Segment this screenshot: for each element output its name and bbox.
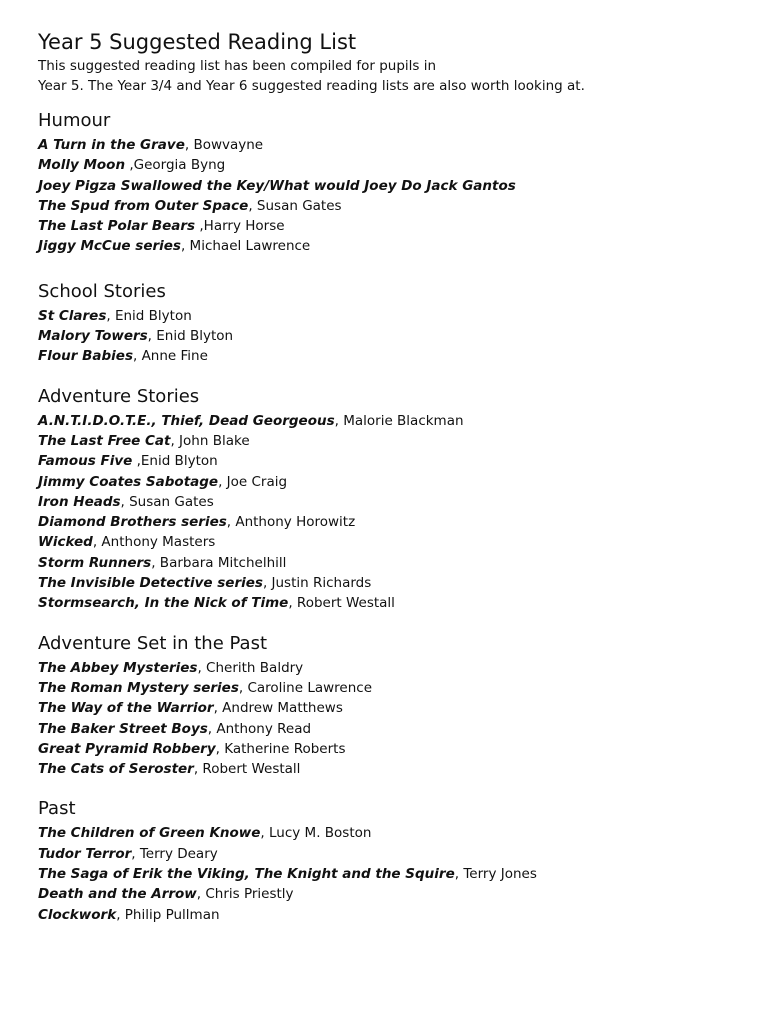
book-author: , Philip Pullman <box>116 906 220 923</box>
section-heading: Humour <box>38 110 111 131</box>
book-list <box>38 135 748 257</box>
book-entry <box>38 884 748 904</box>
book-entry <box>38 451 748 471</box>
book-author: , Caroline Lawrence <box>238 679 373 696</box>
book-title: Famous Five <box>38 453 133 470</box>
book-entry <box>38 306 748 326</box>
book-author: , Anthony Read <box>207 720 312 737</box>
book-author: , Enid Blyton <box>106 307 192 324</box>
book-entry <box>38 864 748 884</box>
book-title: The Spud from Outer Space <box>38 197 249 214</box>
book-title: A.N.T.I.D.O.T.E., Thief, Dead Georgeous <box>38 412 335 429</box>
book-title: Storm Runners <box>38 554 152 571</box>
section-adventure-set-in-the-past <box>38 631 748 780</box>
book-author: , Chris Priestly <box>196 886 294 903</box>
intro-line-1: This suggested reading list has been compiled for pupils in <box>38 58 437 74</box>
book-author: , Malorie Blackman <box>334 412 464 429</box>
book-list <box>38 411 748 614</box>
book-list <box>38 823 748 924</box>
book-title: Iron Heads <box>38 493 121 510</box>
book-title: A Turn in the Grave <box>38 137 185 153</box>
book-title: Jimmy Coates Sabotage <box>38 473 219 490</box>
book-title: Flour Babies <box>38 348 133 365</box>
book-entry <box>38 512 748 532</box>
book-title: St Clares <box>38 307 107 324</box>
section-heading: Past <box>38 798 76 820</box>
book-entry <box>38 135 748 155</box>
book-entry <box>38 593 748 613</box>
book-entry <box>38 411 748 431</box>
book-author: , Anne Fine <box>132 348 208 365</box>
book-author: , Andrew Matthews <box>213 700 343 717</box>
book-entry <box>38 759 748 779</box>
book-entry <box>38 196 748 216</box>
book-entry <box>38 678 748 698</box>
book-title: The Children of Green Knowe <box>38 825 261 842</box>
book-title: Stormsearch, In the Nick of Time <box>38 595 289 612</box>
book-entry <box>38 532 748 552</box>
book-author: , Cherith Baldry <box>197 659 304 676</box>
book-title: Wicked <box>38 534 93 551</box>
book-author: , Enid Blyton <box>147 328 234 345</box>
book-entry <box>38 472 748 492</box>
book-author: , Lucy M. Boston <box>260 825 372 842</box>
book-title: The Way of the Warrior <box>38 700 214 717</box>
page-title: Year 5 Suggested Reading List <box>38 30 357 54</box>
book-author: , Katherine Roberts <box>215 740 346 757</box>
book-title: The Last Polar Bears <box>38 218 196 235</box>
book-title: The Saga of Erik the Viking, The Knight and the Squire <box>38 866 455 883</box>
book-entry <box>38 573 748 593</box>
book-title: Death and the Arrow <box>38 886 197 903</box>
book-entry <box>38 176 748 196</box>
book-author: , Barbara Mitchelhill <box>151 554 287 571</box>
book-title: Clockwork <box>38 906 117 923</box>
book-author: , Robert Westall <box>193 761 301 778</box>
book-author: , Joe Craig <box>218 473 288 490</box>
book-list <box>38 658 748 780</box>
intro-paragraph <box>38 56 748 96</box>
book-author: , Justin Richards <box>262 575 372 592</box>
section-heading: School Stories <box>38 280 166 302</box>
book-entry <box>38 236 748 256</box>
book-title: The Cats of Seroster <box>38 761 194 778</box>
section-heading: Adventure Set in the Past <box>38 632 268 654</box>
book-author: , John Blake <box>170 432 250 449</box>
document-page <box>38 28 748 925</box>
book-title: The Last Free Cat <box>38 432 171 449</box>
book-entry <box>38 719 748 739</box>
book-entry <box>38 326 748 346</box>
book-author: , Anthony Masters <box>92 534 216 551</box>
section-past <box>38 796 748 924</box>
book-title: Molly Moon <box>38 157 126 174</box>
book-title: Jiggy McCue series <box>38 238 181 255</box>
book-entry <box>38 739 748 759</box>
book-title: Great Pyramid Robbery <box>38 740 216 757</box>
book-title: Malory Towers <box>38 328 148 345</box>
book-author: , Anthony Horowitz <box>226 514 356 531</box>
book-author: , Michael Lawrence <box>180 238 311 255</box>
book-title: The Invisible Detective series <box>38 575 263 592</box>
intro-line-2: Year 5. The Year 3/4 and Year 6 suggested reading lists are also worth looking at. <box>38 78 585 94</box>
book-author: , Susan Gates <box>248 197 342 214</box>
book-entry <box>38 844 748 864</box>
book-entry <box>38 905 748 925</box>
book-title: The Baker Street Boys <box>38 720 208 737</box>
book-entry <box>38 492 748 512</box>
book-entry <box>38 553 748 573</box>
book-author: ,Harry Horse <box>195 218 285 235</box>
book-author: ,Enid Blyton <box>132 453 218 470</box>
section-heading: Adventure Stories <box>38 385 200 407</box>
book-entry <box>38 823 748 843</box>
book-author: , Robert Westall <box>288 595 395 612</box>
book-author: , Terry Jones <box>454 866 537 883</box>
book-entry <box>38 431 748 451</box>
book-entry <box>38 346 748 366</box>
section-adventure-stories <box>38 384 748 614</box>
book-title: Diamond Brothers series <box>38 514 227 531</box>
section-school-stories <box>38 279 748 367</box>
book-list <box>38 306 748 367</box>
book-author: , Terry Deary <box>131 845 218 862</box>
book-entry <box>38 216 748 236</box>
book-title: Tudor Terror <box>38 845 132 862</box>
book-title: The Abbey Mysteries <box>38 659 198 676</box>
book-title: The Roman Mystery series <box>38 679 239 696</box>
book-author: , Susan Gates <box>120 493 214 510</box>
book-entry <box>38 698 748 718</box>
book-author: , Bowvayne <box>184 137 264 153</box>
book-author: ,Georgia Byng <box>125 157 226 174</box>
book-title: Joey Pigza Swallowed the Key/What would Joey Do Jack Gantos <box>38 177 516 194</box>
book-entry <box>38 658 748 678</box>
section-humour <box>38 108 748 257</box>
book-entry <box>38 155 748 175</box>
